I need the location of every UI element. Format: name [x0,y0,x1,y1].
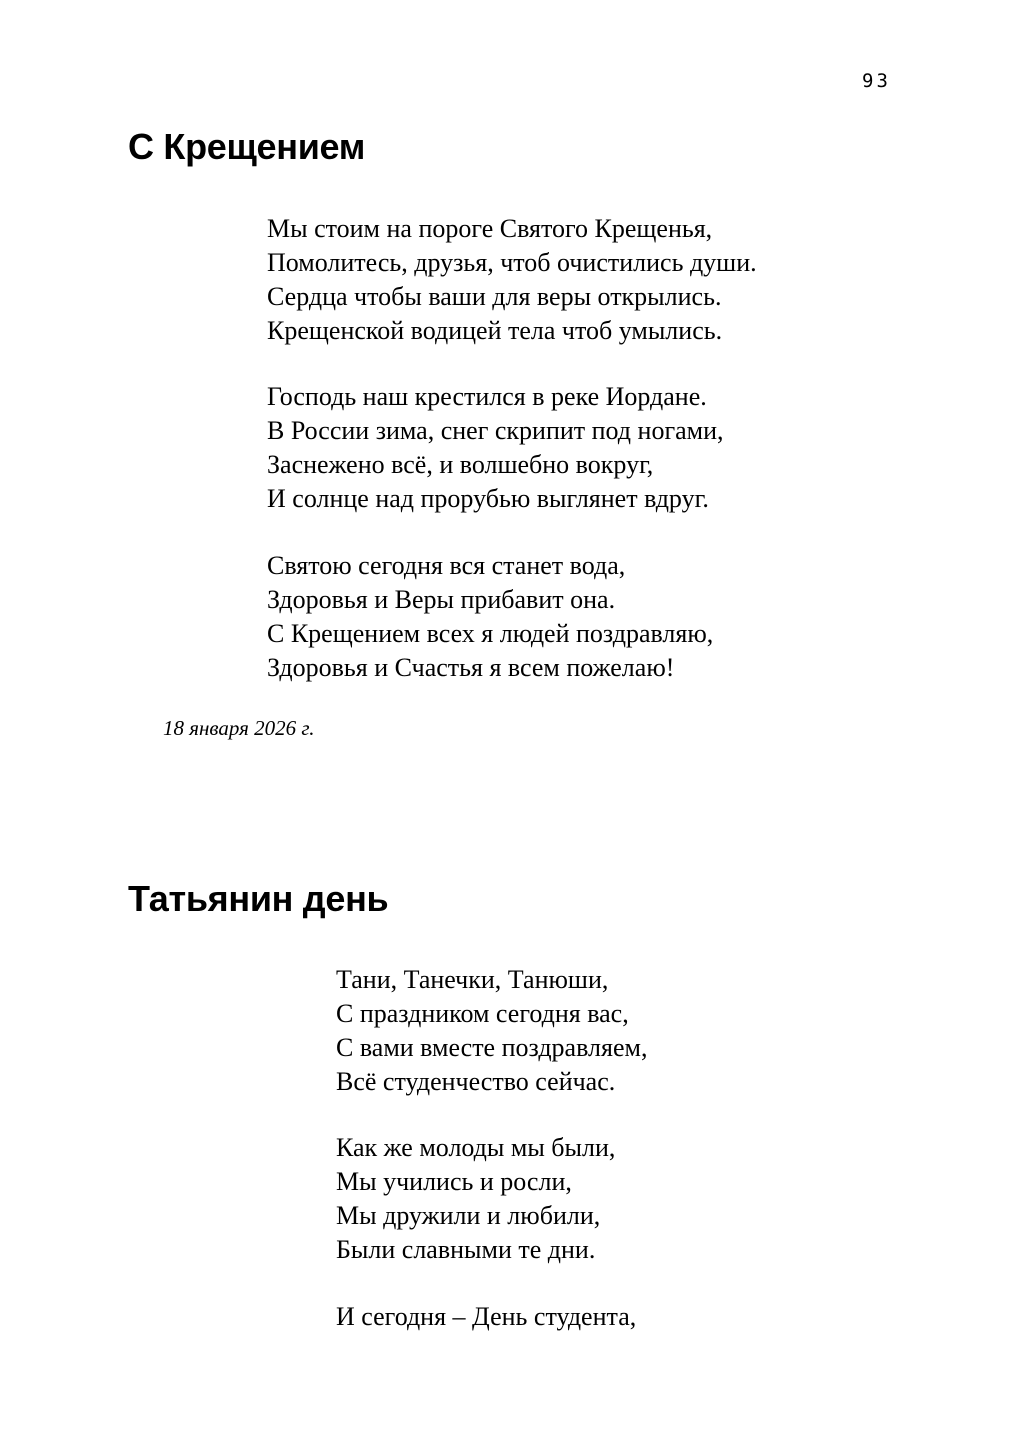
stanza [267,549,713,685]
verse-line: Здоровья и Веры прибавит она. [267,585,616,614]
verse-line: И солнце над прорубью выглянет вдруг. [267,484,709,513]
verse-line: Как же молоды мы были, [336,1133,616,1162]
poem-title: Татьянин день [128,878,389,919]
verse-line: Мы стоим на пороге Святого Крещенья, [267,214,713,243]
page-number: 93 [862,70,891,92]
verse-line: Всё студенчество сейчас. [336,1067,616,1096]
verse-line: В России зима, снег скрипит под ногами, [267,416,724,445]
stanza [267,212,757,348]
verse-line: Заснежено всё, и волшебно вокруг, [267,450,654,479]
verse-line: Мы учились и росли, [336,1167,572,1196]
verse-line: Господь наш крестился в реке Иордане. [267,382,707,411]
stanza [336,963,647,1099]
stanza [336,1300,636,1334]
poem-title: С Крещением [128,126,366,167]
verse-line: Здоровья и Счастья я всем пожелаю! [267,653,675,682]
verse-line: Крещенской водицей тела чтоб умылись. [267,316,723,345]
verse-line: Святою сегодня вся станет вода, [267,551,626,580]
verse-line: Были славными те дни. [336,1235,596,1264]
verse-line: Мы дружили и любили, [336,1201,601,1230]
verse-line: Сердца чтобы ваши для веры открылись. [267,282,722,311]
verse-line: С Крещением всех я людей поздравляю, [267,619,714,648]
stanza [267,380,724,516]
verse-line: С вами вместе поздравляем, [336,1033,648,1062]
verse-line: Помолитесь, друзья, чтоб очистились души. [267,248,757,277]
poem-date: 18 января 2026 г. [163,716,315,740]
verse-line: С праздником сегодня вас, [336,999,629,1028]
verse-line: И сегодня – День студента, [336,1302,637,1331]
stanza [336,1131,615,1267]
verse-line: Тани, Танечки, Танюши, [336,965,609,994]
